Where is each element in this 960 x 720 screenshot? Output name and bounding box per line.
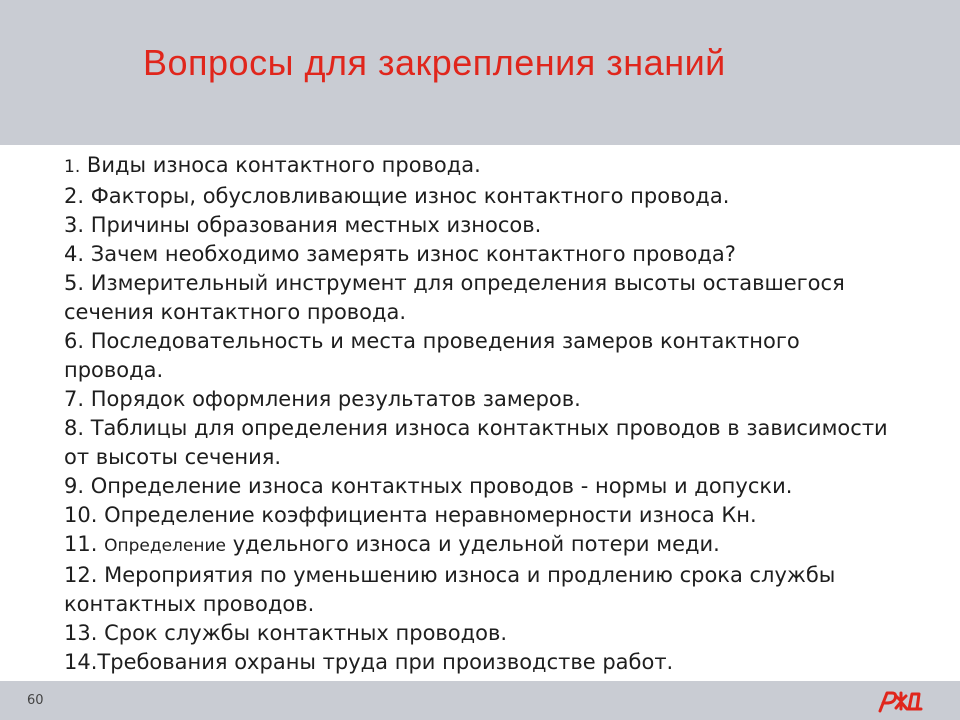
item-number: 12. [64,563,98,587]
item-number: 5. [64,271,85,295]
list-item [64,385,904,414]
item-text: удельного износа и удельной потери меди. [232,532,720,556]
list-item [64,240,904,269]
item-text: Факторы, обусловливающие износ контактного провода. [90,184,730,208]
item-number: 1. [64,157,81,177]
item-text: Виды износа контактного провода. [86,153,481,177]
item-number: 7. [64,387,85,411]
item-text: Мероприятия по уменьшению износа и продлению срока службы контактных проводов. [64,563,836,616]
list-item [64,648,904,677]
list-item [64,182,904,211]
item-text: Зачем необходимо замерять износ контактного провода? [90,242,736,266]
item-number: 9. [64,474,85,498]
item-text: Измерительный инструмент для определения высоты оставшегося сечения контактного провода. [64,271,845,324]
list-item [64,269,904,327]
item-number: 4. [64,242,85,266]
item-text: Требования охраны труда при производстве работ. [97,650,674,674]
list-item [64,561,904,619]
item-number: 13. [64,621,98,645]
item-number: 6. [64,329,85,353]
list-item [64,530,904,561]
item-text: Срок службы контактных проводов. [104,621,508,645]
item-number: 3. [64,213,85,237]
list-item [64,414,904,472]
item-text: Таблицы для определения износа контактных проводов в зависимости от высоты сечения. [64,416,888,469]
page-number: 60 [27,693,44,708]
item-lead-word: Определение [104,536,226,556]
list-item [64,501,904,530]
list-item [64,619,904,648]
item-number: 2. [64,184,85,208]
item-text: Определение износа контактных проводов - нормы и допуски. [90,474,793,498]
list-item [64,211,904,240]
rzd-logo-icon [876,688,926,714]
item-number: 11. [64,532,98,556]
item-number: 14. [64,650,98,674]
item-text: Порядок оформления результатов замеров. [90,387,581,411]
item-text: Определение коэффициента неравномерности износа Кн. [104,503,757,527]
item-text: Причины образования местных износов. [90,213,542,237]
slide-title: Вопросы для закрепления знаний [143,42,726,83]
list-item [64,151,904,182]
slide-footer [0,681,960,720]
list-item [64,472,904,501]
item-number: 10. [64,503,98,527]
item-number: 8. [64,416,85,440]
item-text: Последовательность и места проведения замеров контактного провода. [64,329,800,382]
list-item [64,327,904,385]
questions-list [64,151,904,677]
